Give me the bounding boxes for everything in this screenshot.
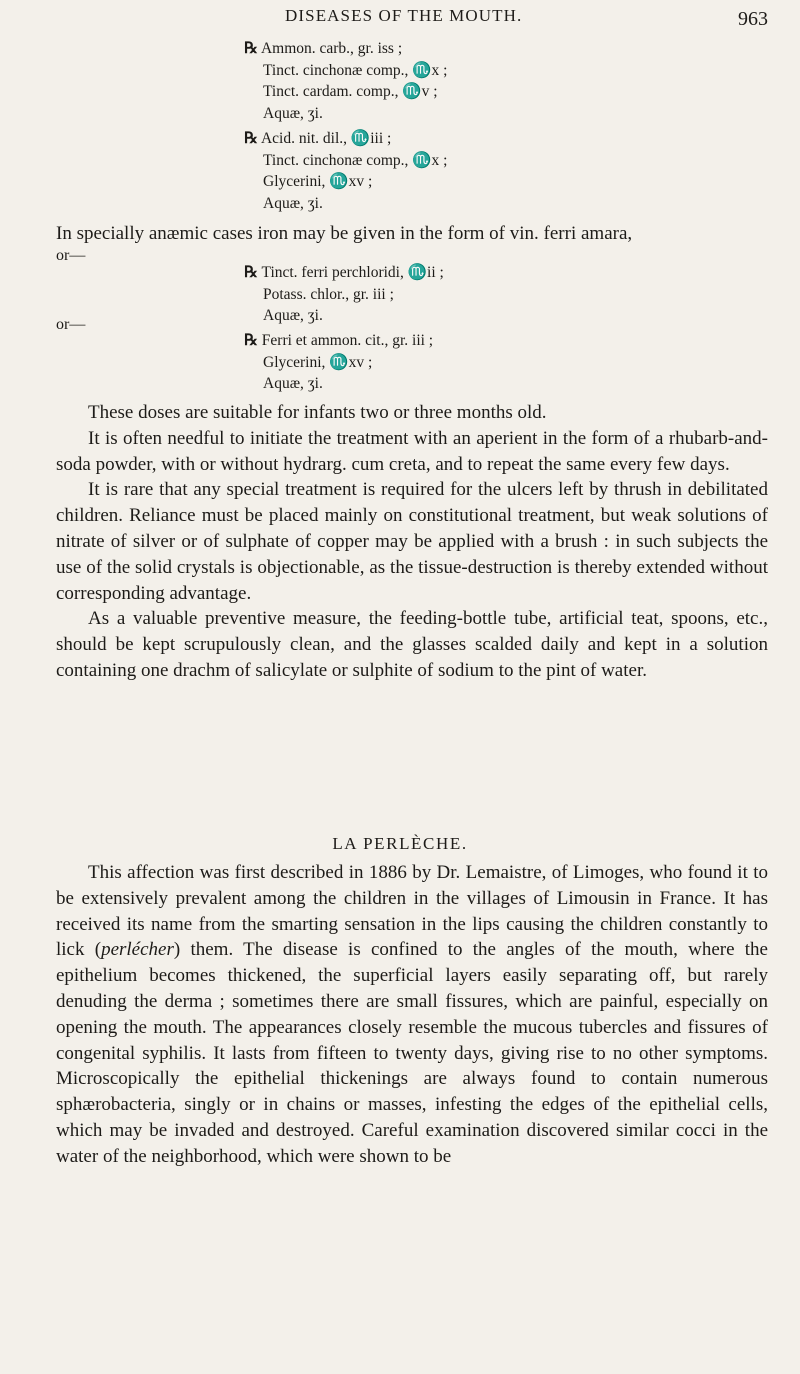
prescription-line: Potass. chlor., gr. iii ; [263,285,394,303]
page-number: 963 [738,8,768,30]
italic-term: perlécher [101,939,174,961]
prescription-line: Ammon. carb., gr. iss ; [260,40,403,57]
prescription-line: Glycerini, ♏xv ; [263,353,373,371]
prescription-line: Tinct. ferri perchloridi, ♏ii ; [261,264,444,281]
paragraph: As a valuable preventive measure, the feeding-bottle tube, artificial teat, spoons, etc., should be kept scrupulously clean, and the glasses scalded daily and kept in a solution containing one drachm of salicylate or sulphite of sodium to the pint of water. [56,608,768,681]
or-connector-2: or— [56,316,86,333]
section-heading: LA PERLÈCHE. [332,834,468,853]
prescription-3 [244,262,444,327]
section-text-2: ) them. The disease is confined to the angles of the mouth, where the epithelium becomes thickened, the superficial layers easily separating off, but rarely denuding the derma ; sometimes there are small fissures, which are painful, especially on opening the mouth. The appearances closely resemble the mucous tubercles and fissures of congenital syphilis. It lasts from fifteen to twenty days, giving rise to no other symptoms. Microscopically the epithelial thickenings are always found to contain numerous sphærobacteria, singly or in chains or masses, infesting the edges of the epithelial cells, which may be invaded and destroyed. Careful examination discovered similar cocci in the water of the neighborhood, which were shown to be [56,939,768,1167]
anaemic-sentence [56,221,768,247]
recipe-symbol: ℞ [244,264,258,281]
prescription-line: Aquæ, ʒi. [263,375,323,392]
paragraph: It is often needful to initiate the treatment with an aperient in the form of a rhubarb-and-soda powder, with or without hydrarg. cum creta, and to repeat the same every few days. [56,427,768,475]
section-text-1: This affection was first described in 1886 by Dr. Lemaistre, of Limoges, who found it to be extensively prevalent among the children in the villages of Limousin in France. It has received its name from the smarting sensation in the lips causing the children constantly to lick ( [56,862,768,961]
recipe-symbol: ℞ [244,332,258,349]
running-head [0,6,800,34]
prescription-2 [244,128,448,214]
paragraph: It is rare that any special treatment is required for the ulcers left by thrush in debilitated children. Reliance must be placed mainly on constitutional treatment, but weak solutions of nitrate of silver or of sulphate of copper may be applied with a brush : in such subjects the use of the solid crystals is objectionable, as the tissue-destruction is thereby extended without corresponding advantage. [56,479,768,604]
section-paragraph [56,860,768,1170]
recipe-symbol: ℞ [244,40,258,57]
prescription-line: Tinct. cardam. comp., ♏v ; [263,83,438,100]
body-text [56,400,768,684]
anaemic-text: In specially anæmic cases iron may be given in the form of vin. ferri amara, [56,223,633,244]
prescription-line: Acid. nit. dil., ♏iii ; [260,130,392,147]
prescription-line: Aquæ, ʒi. [263,104,323,122]
recipe-symbol: ℞ [244,130,258,147]
prescription-4 [244,330,433,395]
or-connector-1: or— [56,247,86,264]
prescription-line: Aquæ, ʒi. [263,307,323,324]
section-body [56,860,768,1170]
prescription-line: Tinct. cinchonæ comp., ♏x ; [263,61,448,79]
prescription-line: Ferri et ammon. cit., gr. iii ; [261,332,434,349]
paragraph: These doses are suitable for infants two or three months old. [88,402,547,423]
prescription-1 [244,38,448,124]
prescription-line: Glycerini, ♏xv ; [263,173,373,190]
prescription-line: Aquæ, ʒi. [263,194,323,212]
prescription-line: Tinct. cinchonæ comp., ♏x ; [263,151,448,169]
running-title: DISEASES OF THE MOUTH. [285,6,523,25]
